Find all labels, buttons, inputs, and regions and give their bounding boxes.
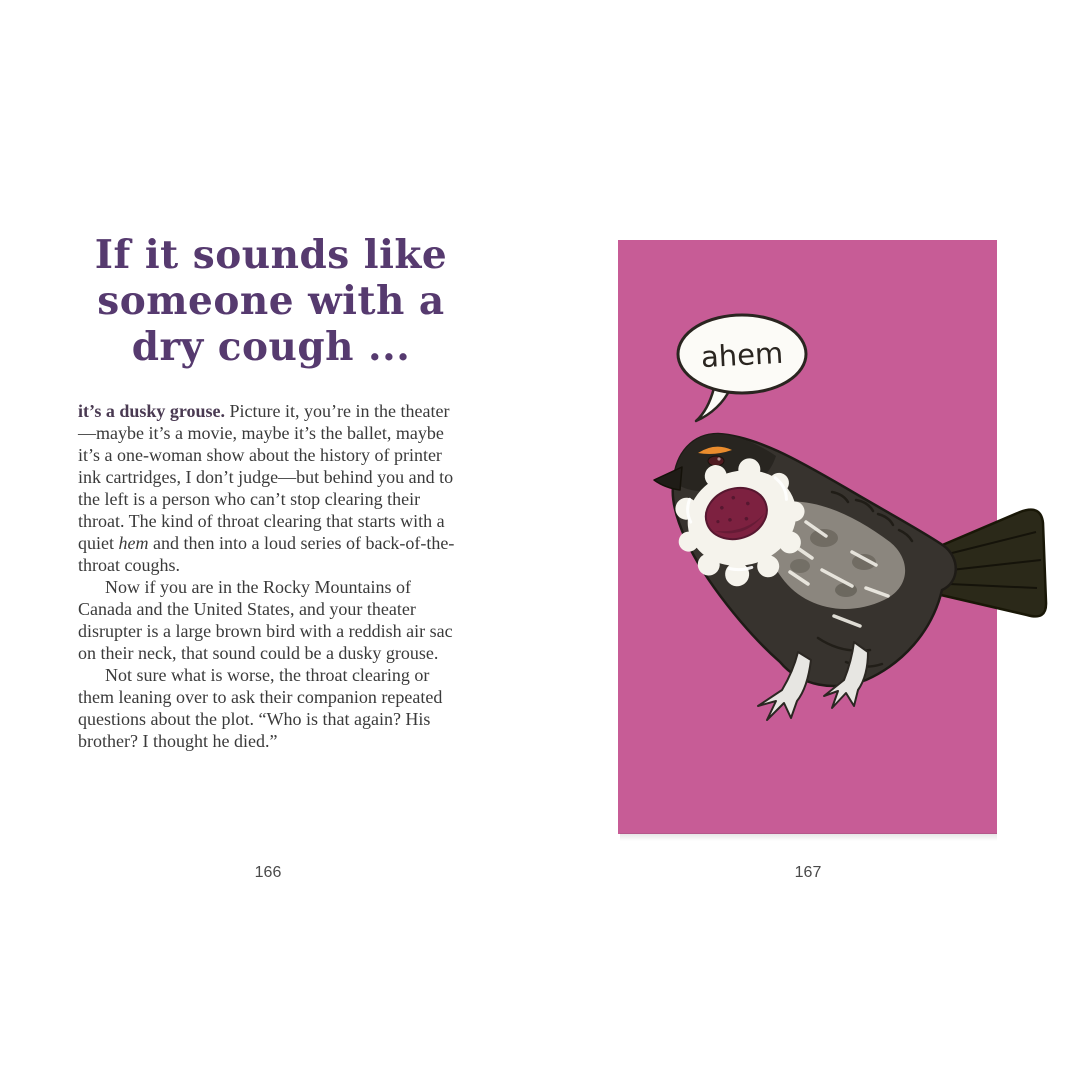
hem-italic-word: hem <box>118 533 149 553</box>
paragraph-1-end: and then into a loud series of back-of-the-throat coughs. <box>78 533 455 575</box>
page-number-right: 167 <box>794 864 822 881</box>
grouse-illustration <box>618 240 1052 834</box>
eye <box>708 456 724 466</box>
panel-bottom-shadow <box>620 833 997 841</box>
body-text <box>78 400 464 752</box>
left-page <box>78 232 464 752</box>
heading-line-2: someone with a <box>97 278 445 324</box>
page-number-left: 166 <box>254 864 282 881</box>
bubble-text: ahem <box>700 335 785 375</box>
paragraph-1-text: Picture it, you’re in the theater—maybe it’s a movie, maybe it’s the ballet, maybe it’s a one-woman show about the history of printer ink cartridges, I don’t judge—but behind you and to the left is a person who can’t stop clearing their throat. The kind of throat clearing that starts with a quiet <box>78 401 454 553</box>
lead-in-phrase: it’s a dusky grouse. <box>78 401 226 421</box>
paragraph-2: Now if you are in the Rocky Mountains of Canada and the United States, and your theater disrupter is a large brown bird with a reddish air sac on their neck, that sound could be a dusky grouse. <box>78 577 453 663</box>
paragraph-3: Not sure what is worse, the throat clearing or them leaning over to ask their companion repeated questions about the plot. “Who is that again? His brother? I thought he died.” <box>78 665 443 751</box>
heading-line-3: dry cough ... <box>131 324 411 370</box>
paragraph-1 <box>78 400 464 576</box>
heading-line-1: If it sounds like <box>94 232 448 278</box>
chapter-heading <box>78 232 464 370</box>
